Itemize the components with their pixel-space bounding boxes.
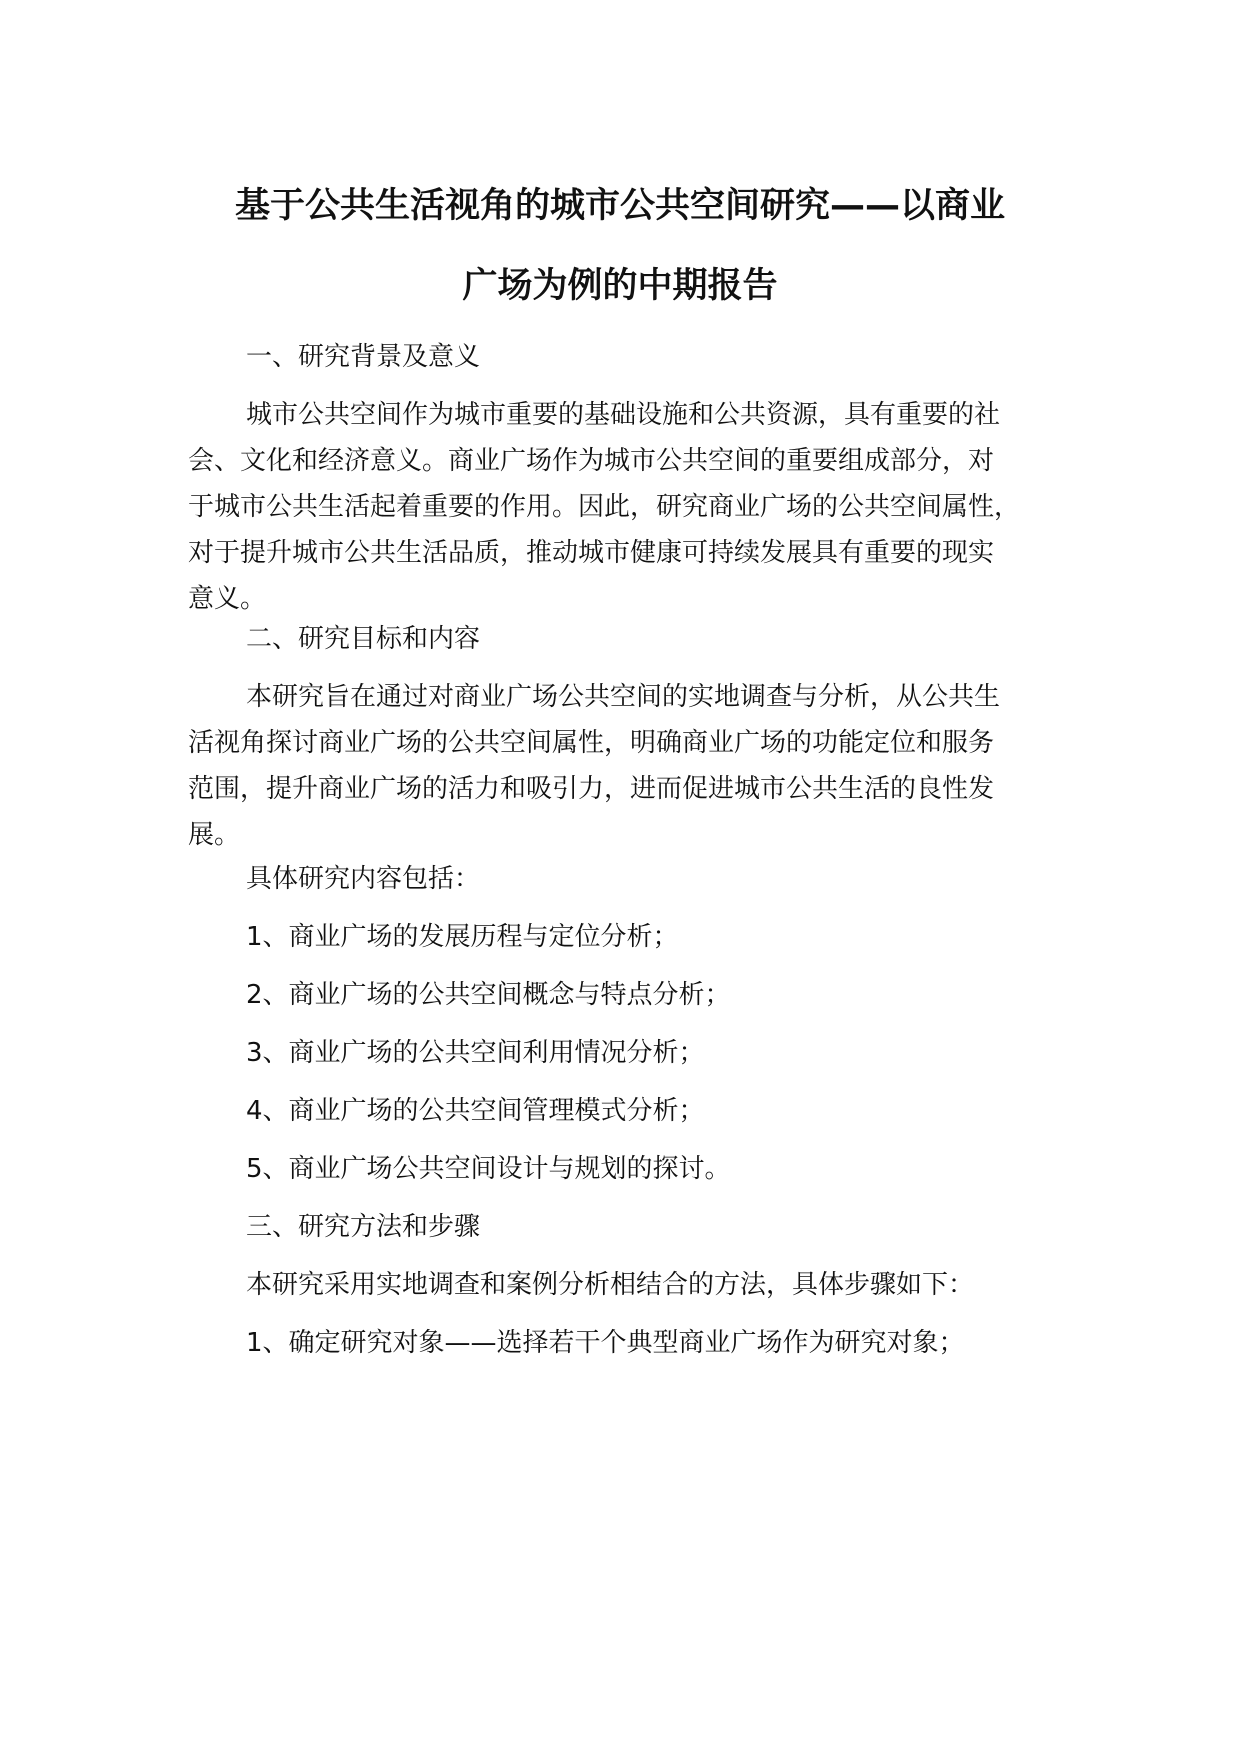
list-item: 2、商业广场的公共空间概念与特点分析； [246, 980, 731, 1010]
paragraph-line: 展。 [188, 820, 241, 850]
paragraph-line: 城市公共空间作为城市重要的基础设施和公共资源，具有重要的社 [246, 400, 1001, 430]
list-item: 5、商业广场公共空间设计与规划的探讨。 [246, 1154, 731, 1184]
section-3-heading: 三、研究方法和步骤 [246, 1212, 481, 1242]
paragraph-line: 于城市公共生活起着重要的作用。因此，研究商业广场的公共空间属性， [188, 492, 1021, 522]
section-1-heading: 一、研究背景及意义 [246, 342, 481, 372]
document-title-line-1: 基于公共生活视角的城市公共空间研究——以商业 [234, 186, 1005, 226]
section-2-list-intro: 具体研究内容包括： [246, 864, 481, 894]
section-3-intro: 本研究采用实地调查和案例分析相结合的方法，具体步骤如下： [246, 1270, 975, 1300]
paragraph-line: 本研究旨在通过对商业广场公共空间的实地调查与分析，从公共生 [246, 682, 1001, 712]
section-2-heading: 二、研究目标和内容 [246, 624, 481, 654]
list-item: 1、商业广场的发展历程与定位分析； [246, 922, 679, 952]
paragraph-line: 范围，提升商业广场的活力和吸引力，进而促进城市公共生活的良性发 [188, 774, 995, 804]
paragraph-line: 会、文化和经济意义。商业广场作为城市公共空间的重要组成部分，对 [188, 446, 995, 476]
paragraph-line: 意义。 [188, 584, 267, 614]
paragraph-line: 对于提升城市公共生活品质，推动城市健康可持续发展具有重要的现实 [188, 538, 995, 568]
list-item: 1、确定研究对象——选择若干个典型商业广场作为研究对象； [246, 1328, 965, 1358]
list-item: 3、商业广场的公共空间利用情况分析； [246, 1038, 705, 1068]
section-1-paragraph [188, 392, 1088, 622]
paragraph-line: 活视角探讨商业广场的公共空间属性，明确商业广场的功能定位和服务 [188, 728, 995, 758]
section-2-paragraph [188, 674, 1088, 858]
list-item: 4、商业广场的公共空间管理模式分析； [246, 1096, 705, 1126]
document-title-line-2: 广场为例的中期报告 [462, 266, 778, 306]
